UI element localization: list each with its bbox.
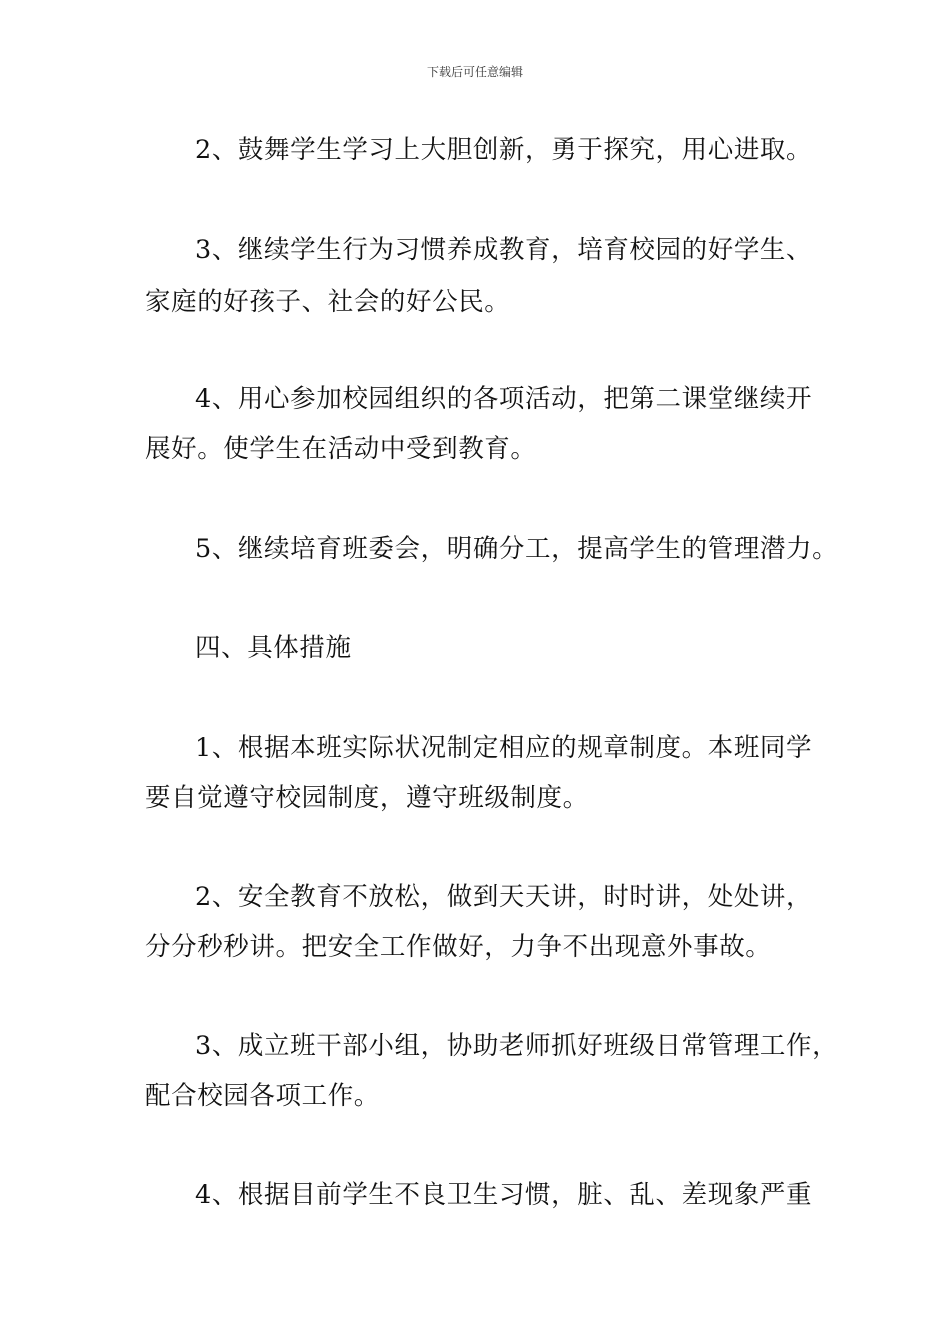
paragraph-goal-2: 2、鼓舞学生学习上大胆创新，勇于探究，用心进取。 bbox=[195, 135, 813, 165]
paragraph-measure-2-line-2: 分分秒秒讲。把安全工作做好，力争不出现意外事故。 bbox=[145, 932, 772, 962]
paragraph-measure-4-line-1: 4、根据目前学生不良卫生习惯，脏、乱、差现象严重 bbox=[195, 1180, 813, 1210]
paragraph-measure-1-line-2: 要自觉遵守校园制度，遵守班级制度。 bbox=[145, 783, 589, 813]
page-header: 下载后可任意编辑 bbox=[426, 65, 523, 79]
paragraph-goal-3-line-2: 家庭的好孩子、社会的好公民。 bbox=[145, 287, 511, 317]
paragraph-measure-1-line-1: 1、根据本班实际状况制定相应的规章制度。本班同学 bbox=[195, 733, 813, 763]
paragraph-goal-5: 5、继续培育班委会，明确分工，提高学生的管理潜力。 bbox=[195, 534, 839, 564]
paragraph-measure-2-line-1: 2、安全教育不放松，做到天天讲，时时讲，处处讲， bbox=[195, 882, 813, 912]
paragraph-goal-4-line-1: 4、用心参加校园组织的各项活动，把第二课堂继续开 bbox=[195, 384, 813, 414]
paragraph-measure-3-line-2: 配合校园各项工作。 bbox=[145, 1081, 380, 1111]
paragraph-goal-3-line-1: 3、继续学生行为习惯养成教育，培育校园的好学生、 bbox=[195, 235, 813, 265]
paragraph-goal-4-line-2: 展好。使学生在活动中受到教育。 bbox=[145, 434, 537, 464]
section-heading: 四、具体措施 bbox=[195, 633, 352, 663]
paragraph-measure-3-line-1: 3、成立班干部小组，协助老师抓好班级日常管理工作， bbox=[195, 1031, 839, 1061]
